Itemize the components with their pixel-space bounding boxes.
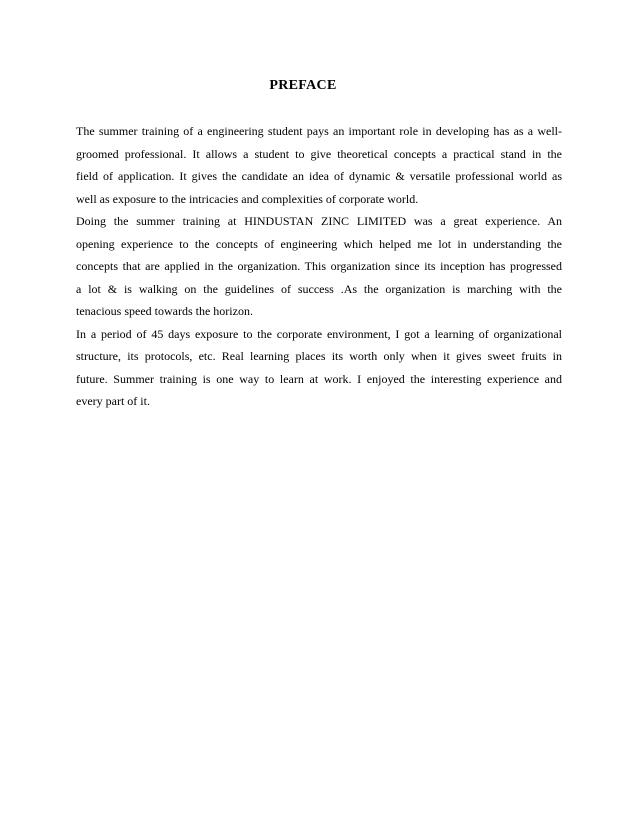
preface-line: every part of it. [76,394,150,408]
preface-body [76,120,562,413]
preface-line: groomed professional. It allows a student to give theoretical concepts a practical stand in the [76,146,562,161]
preface-line: structure, its protocols, etc. Real learning places its worth only when it gives sweet fruits in [76,349,562,363]
preface-line: a lot & is walking on the guidelines of success .As the organization is marching with the [76,281,562,296]
preface-line: well as exposure to the intricacies and complexities of corporate world. [76,191,419,206]
preface-line: In a period of 45 days exposure to the corporate environment, I got a learning of organizational [76,326,562,341]
preface-line: The summer training of a engineering student pays an important role in developing has as a well- [76,124,562,138]
page-title: PREFACE [269,78,337,93]
preface-line: opening experience to the concepts of engineering which helped me lot in understanding the [76,236,562,251]
preface-line: field of application. It gives the candidate an idea of dynamic & versatile professional world as [76,169,562,183]
preface-line: Doing the summer training at HINDUSTAN ZINC LIMITED was a great experience. An [76,214,562,228]
preface-line: tenacious speed towards the horizon. [76,304,253,318]
preface-line: future. Summer training is one way to learn at work. I enjoyed the interesting experience and [76,371,562,386]
preface-line: concepts that are applied in the organization. This organization since its inception has progressed [76,259,562,273]
